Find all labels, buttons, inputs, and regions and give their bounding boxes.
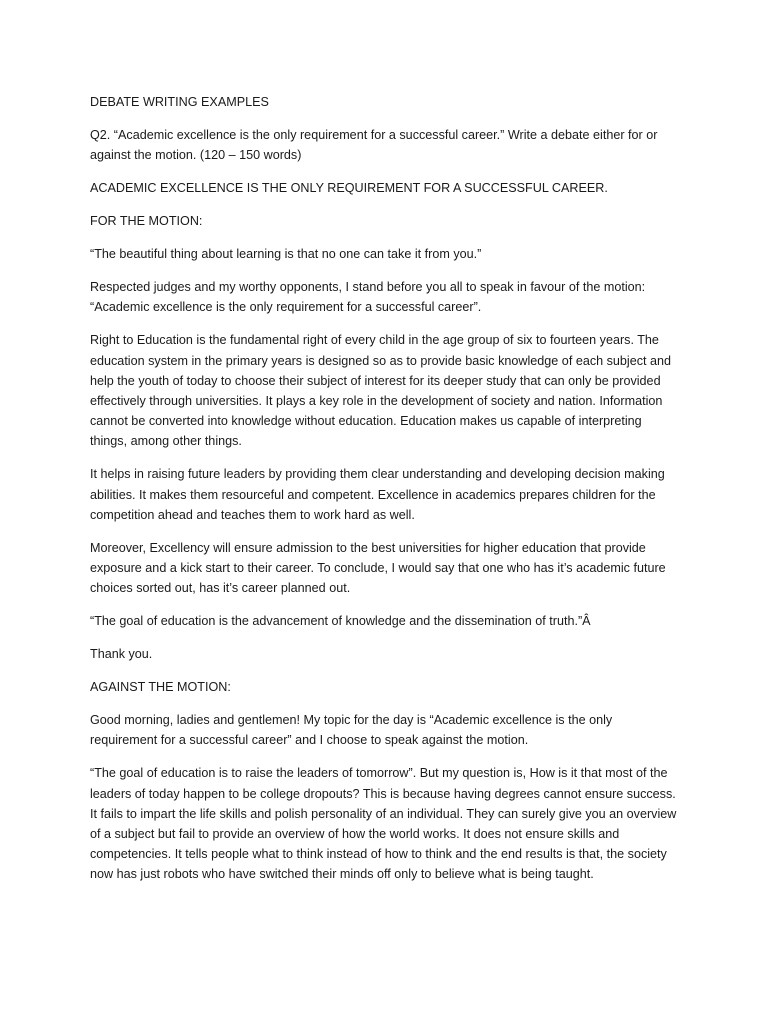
for-motion-heading: FOR THE MOTION: (90, 214, 203, 229)
for-opening-quote: “The beautiful thing about learning is that no one can take it from you.” (90, 247, 482, 262)
for-closing: Thank you. (90, 647, 153, 662)
against-motion-heading: AGAINST THE MOTION: (90, 680, 231, 695)
for-paragraph: Moreover, Excellency will ensure admission to the best universities for higher education that provide exposure and a kick start to their career. To conclude, I would say that one who has it’s academic future choices sorted out, has it’s career planned out. (90, 540, 666, 596)
for-paragraph: Right to Education is the fundamental right of every child in the age group of six to fourteen years. The education system in the primary years is designed so as to provide basic knowledge of each subject and help the youth of today to choose their subject of interest for its deeper study that can only be provided effectively through universities. It plays a key role in the development of society and nation. Information cannot be converted into knowledge without education. Education makes us capable of interpreting things, among other things. (90, 333, 672, 449)
document-heading: DEBATE WRITING EXAMPLES (90, 95, 269, 109)
against-paragraph: Good morning, ladies and gentlemen! My topic for the day is “Academic excellence is the only requirement for a successful career” and I choose to speak against the motion. (90, 713, 613, 748)
for-paragraph: Respected judges and my worthy opponents, I stand before you all to speak in favour of the motion: “Academic excellence is the only requirement for a successful career”. (90, 280, 646, 315)
motion-title: ACADEMIC EXCELLENCE IS THE ONLY REQUIREMENT FOR A SUCCESSFUL CAREER. (90, 181, 608, 196)
for-paragraph: It helps in raising future leaders by providing them clear understanding and developing decision making abilities. It makes them resourceful and competent. Excellence in academics prepares children for the competition ahead and teaches them to work hard as well. (90, 467, 665, 522)
against-paragraph: “The goal of education is to raise the leaders of tomorrow”. But my question is, How is it that most of the leaders of today happen to be college dropouts? This is because having degrees cannot ensure success. It fails to impart the life skills and polish personality of an individual. They can surely give you an overview of a subject but fail to provide an overview of how the world works. It does not ensure skills and competencies. It tells people what to think instead of how to think and the end results is that, the society now has just robots who have switched their minds off only to believe what is being taught. (90, 766, 677, 882)
document-body (90, 92, 680, 897)
question-text: Q2. “Academic excellence is the only requirement for a successful career.” Write a debate either for or against the motion. (120 – 150 words) (90, 128, 658, 163)
for-closing-quote: “The goal of education is the advancement of knowledge and the dissemination of truth.”Â (90, 614, 591, 629)
